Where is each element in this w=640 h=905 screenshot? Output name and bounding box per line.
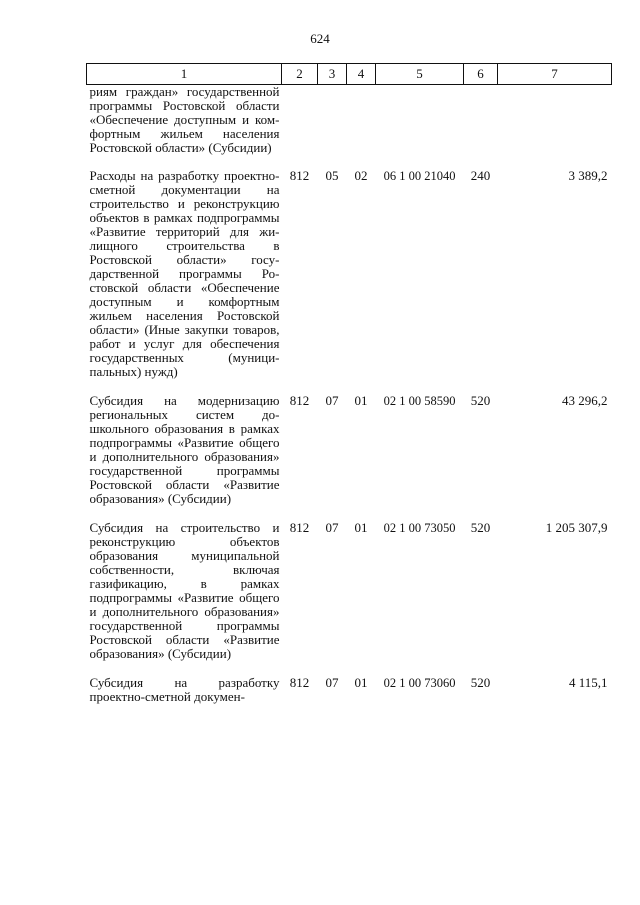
row-target-code: 06 1 00 21040 [383, 169, 456, 183]
row-ministry-code: 812 [289, 675, 310, 690]
row-amount: 43 296,2 [562, 393, 608, 408]
row-subsection-code: 02 [354, 168, 368, 183]
row-section-code [318, 85, 347, 170]
row-subsection-code [347, 85, 376, 170]
row-section-code: 05 [325, 168, 339, 183]
table-row [87, 394, 612, 521]
row-amount: 3 389,2 [568, 168, 608, 183]
header-col-4: 4 [347, 64, 376, 85]
table-row [87, 169, 612, 394]
row-section-code: 07 [325, 520, 339, 535]
row-expense-type: 240 [470, 168, 491, 183]
table-row [87, 521, 612, 676]
row-amount: 1 205 307,9 [545, 520, 608, 535]
row-amount: 4 115,1 [568, 675, 608, 690]
row-expense-type: 520 [470, 520, 491, 535]
header-col-6: 6 [464, 64, 498, 85]
row-ministry-code: 812 [289, 168, 310, 183]
row-amount [498, 85, 612, 170]
row-section-code: 07 [325, 675, 339, 690]
row-ministry-code: 812 [289, 520, 310, 535]
row-description: Субсидия на строительство и реконструкцию объектов образования муниципальной собственности, включая газификацию, в рамках подпрограммы «Развитие общего и дополнительного образования» государственной программы Ростовской области «Развитие образования» (Субсидии) [89, 520, 280, 661]
header-col-2: 2 [282, 64, 318, 85]
row-expense-type: 520 [470, 675, 491, 690]
budget-table [86, 63, 612, 704]
header-col-3: 3 [318, 64, 347, 85]
row-expense-type [464, 85, 498, 170]
row-target-code: 02 1 00 73060 [383, 676, 456, 690]
header-col-1: 1 [87, 64, 282, 85]
row-target-code: 02 1 00 58590 [383, 394, 456, 408]
row-subsection-code: 01 [354, 393, 368, 408]
table-row [87, 85, 612, 170]
row-description: риям граждан» государственной программы Ростовской области «Обеспечение доступным и комфортным жильем населения Ростовской области» (Субсидии) [89, 84, 280, 155]
page-number: 624 [310, 31, 330, 46]
header-col-7: 7 [498, 64, 612, 85]
header-col-5: 5 [376, 64, 464, 85]
row-target-code [376, 85, 464, 170]
row-ministry-code [282, 85, 318, 170]
row-description: Расходы на разработку проектно-сметной документации на строительство и реконструкцию объектов в рамках подпрограммы «Развитие территорий для жилищного строительства в Ростовской области» государственной программы Ростовской области «Обеспечение доступным и комфортным жильем населения Ростовской области» (Иные закупки товаров, работ и услуг для обеспечения государственных (муниципальных) нужд) [89, 168, 280, 379]
row-subsection-code: 01 [354, 675, 368, 690]
table-body [87, 85, 612, 705]
table-header [87, 64, 612, 85]
row-description: Субсидия на разработку проектно-сметной докумен- [89, 675, 280, 704]
row-target-code: 02 1 00 73050 [383, 521, 456, 535]
row-section-code: 07 [325, 393, 339, 408]
row-description: Субсидия на модернизацию региональных систем дошкольного образования в рамках подпрограммы «Развитие общего и дополнительного образования» государственной программы Ростовской области «Развитие образования» (Субсидии) [89, 393, 280, 506]
row-expense-type: 520 [470, 393, 491, 408]
row-subsection-code: 01 [354, 520, 368, 535]
table-row [87, 676, 612, 704]
row-ministry-code: 812 [289, 393, 310, 408]
header-row [87, 64, 612, 85]
